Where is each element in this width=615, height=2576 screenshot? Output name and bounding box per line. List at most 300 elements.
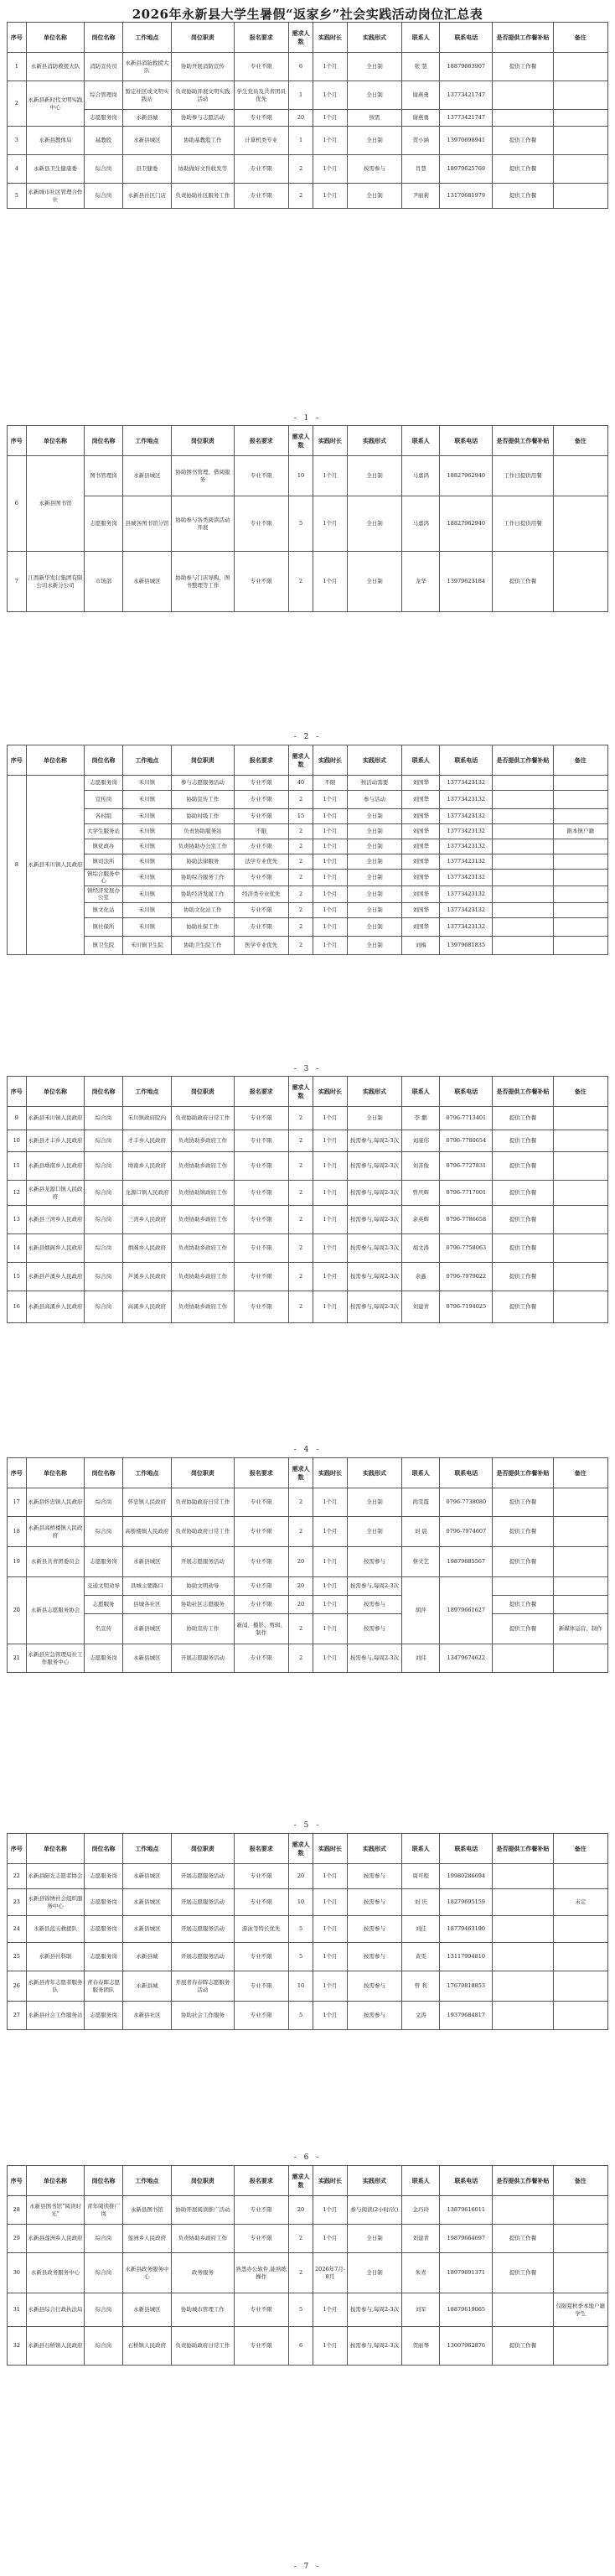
table-cell: 全日制 [347,53,401,81]
table-cell: 不限 [234,824,288,839]
table-cell: 负责协助政府日常工作 [172,1107,234,1130]
table-row [8,1206,608,1234]
table-cell: 永新县坳南乡人民政府 [26,1152,85,1181]
table-row [8,81,608,110]
table-cell: 刘 晨 [402,1517,440,1547]
column-header: 备注 [553,1458,607,1488]
table-cell: 0796-7979022 [440,1263,493,1291]
table-cell: 刘国华 [402,917,440,936]
table-cell: 永新县三湾乡人民政府 [26,1206,85,1234]
table-cell: 刘梅 [402,936,440,954]
table-cell: 专业不限 [234,1488,288,1517]
table-cell: 政务服务 [172,2253,234,2293]
column-header: 单位名称 [26,23,85,53]
table-cell: 综合岗 [85,1152,122,1181]
table-cell: 协助城市管理工作 [172,2293,234,2327]
column-header: 实践形式 [347,1077,401,1107]
table-cell: 刘建青 [402,1291,440,1323]
column-header: 报名要求 [234,745,288,776]
table-cell: 专业不限 [234,839,288,854]
table-cell: 9 [8,1107,27,1130]
table-cell: 曾 利 [402,1971,440,2002]
table-cell: 13117994810 [440,1943,493,1971]
table-cell: 消防宣传员 [85,53,122,81]
table-cell: 开展志愿服务活动 [172,1864,234,1889]
table-cell: 2 [288,886,313,902]
column-header: 单位名称 [26,745,85,776]
table-cell: 协助开展消防宣传 [172,53,234,81]
table-cell: 19980286694 [440,1864,493,1889]
table-cell: 1个月 [313,854,348,870]
column-header: 工作地点 [122,426,172,456]
table-cell [493,809,553,824]
table-cell: 13773423132 [440,917,493,936]
column-header: 报名要求 [234,1077,288,1107]
table-cell: 黄雯 [402,1943,440,1971]
table-cell: 1个月 [313,1943,348,1971]
table-cell: 专业不限 [234,2225,288,2253]
table-cell: 烟阁乡人民政府 [122,1234,172,1263]
roster-table-5 [7,1457,608,1673]
column-header: 实践形式 [347,745,401,776]
table-row [8,1291,608,1323]
table-row [8,917,608,936]
table-row [8,870,608,886]
table-cell: 永新县禾川镇人民政府 [26,1107,85,1130]
table-cell [553,1152,607,1181]
table-cell: 15 [8,1263,27,1291]
column-header: 序号 [8,745,27,776]
table-cell: 按需参与 [347,1971,401,2002]
column-header: 实践时长 [313,426,348,456]
table-cell [493,936,553,954]
page-number: - 6 - [293,2153,322,2162]
table-cell: 1个月 [313,936,348,954]
table-cell: 全日制 [347,127,401,155]
table-cell: 镇党政办 [85,839,122,854]
table-row [8,936,608,954]
column-header: 报名要求 [234,426,288,456]
table-cell: 13773421747 [440,110,493,127]
table-cell: 1个月 [313,1181,348,1206]
table-cell: 蔡文艺 [402,1547,440,1577]
table-cell: 2 [288,1291,313,1323]
table-cell: 综合岗 [85,1488,122,1517]
table-row [8,2253,608,2293]
table-cell: 2 [288,824,313,839]
table-cell: 0796-7194025 [440,1291,493,1323]
table-cell: 永新县新时代文明实践中心 [26,81,85,127]
table-cell: 张 慧 [402,53,440,81]
table-cell: 大学生服务站 [85,824,122,839]
table-cell: 刘国华 [402,824,440,839]
column-header: 需求人数 [288,745,313,776]
table-cell [493,1864,553,1889]
column-header: 联系人 [402,1834,440,1864]
table-cell: 2 [288,1206,313,1234]
table-cell: 负责协助乡政府工作 [172,1263,234,1291]
table-cell: 刘国华 [402,809,440,824]
table-cell: 专业不限 [234,2196,288,2225]
column-header: 联系电话 [440,1458,493,1488]
column-header: 岗位名称 [85,23,122,53]
table-cell: 永新县志愿服务协会 [26,1577,85,1644]
table-cell: 协助图书管理、借阅服务 [172,456,234,496]
column-header: 联系人 [402,1458,440,1488]
table-cell: 1个月 [313,496,348,552]
table-cell: 综合岗 [85,2327,122,2366]
table-header-row [8,2166,608,2196]
table-cell: 禾川镇 [122,809,172,824]
table-cell: 负责协助乡政府工作 [172,1130,234,1152]
column-header: 岗位职责 [172,23,234,53]
table-cell: 1 [288,81,313,110]
column-header: 序号 [8,1834,27,1864]
column-header: 岗位名称 [85,426,122,456]
table-cell: 1个月 [313,155,348,184]
table-cell: 永新县青年志愿者服务队 [26,1971,85,2002]
table-cell: 2 [288,854,313,870]
table-cell: 芦溪乡人民政府 [122,1263,172,1291]
table-cell: 专业不限 [234,2002,288,2030]
table-cell: 全日制 [347,839,401,854]
table-cell: 县城各社区 [122,1596,172,1614]
table-cell: 20 [288,1577,313,1596]
table-cell: 2 [288,2253,313,2293]
column-header: 是否提供工作餐补贴 [493,426,553,456]
table-cell: 周可程 [402,1864,440,1889]
table-cell: 27 [8,2002,27,2030]
table-cell: 永新县社会工作服务站 [26,2002,85,2030]
column-header: 是否提供工作餐补贴 [493,2166,553,2196]
table-cell: 按需参与 [347,1943,401,1971]
table-cell: 协助经济发展工作 [172,886,234,902]
table-cell: 永新县社区门店 [122,184,172,209]
table-cell: 按需参与 [347,1889,401,1916]
column-header: 岗位职责 [172,2166,234,2196]
table-cell: 负责协助乡政府工作 [172,2225,234,2253]
table-cell: 0796-7717001 [440,1181,493,1206]
table-cell: 0796-7738080 [440,1488,493,1517]
column-header: 岗位职责 [172,1834,234,1864]
table-cell: 2026年7月-8月 [313,2253,348,2293]
table-cell [553,1547,607,1577]
column-header: 联系人 [402,23,440,53]
table-cell: 17679818853 [440,1971,493,2002]
table-cell: 按需参与,每周2-3次 [347,1130,401,1152]
table-cell: 1个月 [313,917,348,936]
table-cell: 2 [288,1644,313,1673]
table-cell: 工作日提供用餐 [493,456,553,496]
table-cell: 镇司法所 [85,854,122,870]
table-cell: 永新县城 [122,1971,172,2002]
table-header-row [8,1077,608,1107]
table-cell: 游泳等特长优先 [234,1916,288,1943]
table-cell: 按需参与 [347,1864,401,1889]
table-cell: 5 [288,1916,313,1943]
table-cell: 18279695159 [440,1889,493,1916]
table-cell: 永新县城区 [122,1644,172,1673]
table-cell: 提供工作餐 [493,1206,553,1234]
table-cell: 志愿服务岗 [85,2002,122,2030]
table-cell [553,870,607,886]
table-cell: 永新县社区 [122,2002,172,2030]
table-cell: 专业不限 [234,2327,288,2366]
table-cell: 怀忠镇人民政府 [122,1488,172,1517]
table-cell [553,1181,607,1206]
table-cell: 协助宣传工作 [172,791,234,809]
table-cell: 协助基教股工作 [172,127,234,155]
table-row [8,1889,608,1916]
table-cell: 刘康伟 [402,1130,440,1152]
table-cell [493,902,553,917]
table-cell: 永新县石桥镇人民政府 [26,2327,85,2366]
table-cell: 胡萍 [402,1577,440,1644]
table-cell: 综合岗 [85,1263,122,1291]
column-header: 联系电话 [440,745,493,776]
table-cell [553,886,607,902]
table-cell: 专业不限 [234,1864,288,1889]
table-cell: 按需参与 [347,1614,401,1644]
table-cell: 提供工作餐 [493,1614,553,1644]
table-cell: 县城各图书馆分馆 [122,496,172,552]
table-cell: 专业不限 [234,1206,288,1234]
table-cell: 2 [288,2225,313,2253]
table-cell: 协助开展阅读推广活动 [172,2196,234,2225]
table-row [8,1614,608,1644]
table-cell: 按需参与,每周2-3次 [347,1181,401,1206]
table-cell: 志愿服务 [85,1596,122,1614]
table-cell: 志愿服务岗 [85,496,122,552]
table-cell: 0796-7780654 [440,1130,493,1152]
table-cell: 高桥楼镇人民政府 [122,1517,172,1547]
table-cell: 专业不限 [234,870,288,886]
table-cell: 不限 [313,776,348,791]
table-cell: 志愿服务岗 [85,1916,122,1943]
table-cell: 综合岗 [85,184,122,209]
column-header: 备注 [553,23,607,53]
column-header: 备注 [553,2166,607,2196]
table-cell [553,839,607,854]
table-cell: 1个月 [313,127,348,155]
column-header: 是否提供工作餐补贴 [493,23,553,53]
table-row [8,839,608,854]
table-cell: 刘军 [402,2293,440,2327]
table-cell: 未定 [553,1889,607,1916]
table-cell [553,1943,607,1971]
table-cell: 综合岗 [85,1234,122,1263]
table-cell: 刘国华 [402,854,440,870]
table-cell: 永新县烟阁乡人民政府 [26,1234,85,1263]
table-cell: 29 [8,2225,27,2253]
table-cell: 2 [288,155,313,184]
table-cell: 13007962876 [440,2327,493,2366]
table-cell: 协助参与门店导购、图书整理等工作 [172,552,234,612]
table-cell: 计算机类专业 [234,127,288,155]
column-header: 需求人数 [288,23,313,53]
table-cell: 各村组 [85,809,122,824]
column-header: 岗位名称 [85,1834,122,1864]
table-cell [553,1596,607,1614]
table-cell: 1个月 [313,110,348,127]
table-row [8,127,608,155]
column-header: 实践时长 [313,745,348,776]
table-cell: 永新县城区 [122,552,172,612]
table-cell [553,776,607,791]
table-cell: 协助做好文件收发等 [172,155,234,184]
table-cell: 全日制 [347,2225,401,2253]
table-cell: 永新县城区 [122,456,172,496]
table-cell: 永新县政务服务中心 [122,2253,172,2293]
table-cell: 专业不限 [234,1234,288,1263]
table-cell: 2 [8,81,27,127]
column-header: 岗位名称 [85,1458,122,1488]
table-cell [553,2196,607,2225]
column-header: 单位名称 [26,1458,85,1488]
column-header: 序号 [8,426,27,456]
table-cell: 石桥镇人民政府 [122,2327,172,2366]
table-cell: 马嘉鸿 [402,496,440,552]
table-cell: 2 [288,902,313,917]
table-row [8,1181,608,1206]
table-cell: 提供工作餐 [493,1517,553,1547]
table-cell: 开展志愿服务活动 [172,1916,234,1943]
table-cell: 刘建青 [402,2225,440,2253]
table-cell: 1个月 [313,1107,348,1130]
table-cell: 24 [8,1916,27,1943]
table-cell: 镇经济发展办公室 [85,886,122,902]
table-row [8,1971,608,2002]
table-cell: 青春春晖志愿服务团队 [85,1971,122,2002]
table-row [8,1263,608,1291]
table-cell: 13979623184 [440,552,493,612]
table-cell: 新闻、摄影、剪辑、制作 [234,1614,288,1644]
table-cell: 永新城市社区管理合作社 [26,184,85,209]
table-cell: 13773423132 [440,902,493,917]
table-cell: 全日制 [347,917,401,936]
table-cell: 按需参与,每周2-3次 [347,2327,401,2366]
table-cell: 按需 [347,110,401,127]
table-cell: 交通文明劝导 [85,1577,122,1596]
column-header: 联系电话 [440,23,493,53]
table-cell: 专业不限 [234,155,288,184]
table-cell: 负责协助政府日常工作 [172,1488,234,1517]
column-header: 序号 [8,1458,27,1488]
table-cell: 3 [8,127,27,155]
table-cell: 禾川镇 [122,776,172,791]
table-header-row [8,426,608,456]
table-cell: 10 [288,1971,313,2002]
table-cell: 0796-7727831 [440,1152,493,1181]
table-cell: 开展志愿服务活动 [172,1889,234,1916]
table-cell: 提供工作餐 [493,2327,553,2366]
table-cell: 8 [8,776,27,955]
table-cell: 禾川镇 [122,791,172,809]
table-header-row [8,1458,608,1488]
column-header: 工作地点 [122,1077,172,1107]
column-header: 备注 [553,745,607,776]
roster-table-3 [7,745,608,955]
table-cell [553,854,607,870]
table-cell: 尹丽莉 [402,184,440,209]
table-cell: 全日制 [347,2253,401,2293]
table-row [8,2293,608,2327]
table-cell: 永新县芦溪乡人民政府 [26,1263,85,1291]
table-cell: 综合岗 [85,2253,122,2293]
table-cell: 学生党员及共青团员优先 [234,81,288,110]
table-cell: 13 [8,1206,27,1234]
table-cell: 20 [288,110,313,127]
table-cell: 负责协助办公室工作 [172,839,234,854]
table-cell: 1个月 [313,184,348,209]
table-cell: 志愿服务岗 [85,1864,122,1889]
table-cell: 10 [288,456,313,496]
table-row [8,2002,608,2030]
table-cell [553,1291,607,1323]
table-cell: 肖慧 [402,155,440,184]
table-cell: 暂定社区或文明实践站 [122,81,172,110]
table-cell: 30 [8,2253,27,2293]
table-cell: 4 [8,155,27,184]
table-cell: 19379684817 [440,2002,493,2030]
table-cell: 才丰乡人民政府 [122,1130,172,1152]
table-cell: 开展青春春晖志愿服务活动 [172,1971,234,2002]
table-cell: 禾川镇 [122,839,172,854]
table-cell: 负责协助乡政府工作 [172,1291,234,1323]
table-cell: 曾庆辉 [402,1181,440,1206]
table-cell: 1个月 [313,1488,348,1517]
table-cell: 21 [8,1644,27,1673]
table-cell [553,496,607,552]
table-cell: 按需参与,每周2-3次 [347,1234,401,1263]
table-cell: 1个月 [313,1596,348,1614]
table-row [8,1130,608,1152]
table-row [8,1943,608,1971]
table-cell: 专业不限 [234,1263,288,1291]
table-cell: 刘伟 [402,1644,440,1673]
table-cell: 禾川镇 [122,917,172,936]
table-cell: 专业不限 [234,1943,288,1971]
table-cell: 全日制 [347,81,401,110]
table-cell: 禾川镇 [122,902,172,917]
table-cell: 提供工作餐 [493,2253,553,2293]
table-cell: 永新县禾川镇人民政府 [26,776,85,955]
table-cell: 提供工作餐 [493,155,553,184]
table-cell: 专业不限 [234,1181,288,1206]
table-cell: 5 [288,1943,313,1971]
table-cell: 协助综合服务工作 [172,870,234,886]
table-cell: 禾川镇卫生院 [122,936,172,954]
table-cell: 2 [288,839,313,854]
table-row [8,1234,608,1263]
table-cell [553,936,607,954]
column-header: 实践形式 [347,23,401,53]
table-cell: 提供工作餐 [493,552,553,612]
column-header: 联系人 [402,2166,440,2196]
table-cell: 0796-7758063 [440,1234,493,1263]
column-header: 联系电话 [440,426,493,456]
table-cell: 5 [288,2002,313,2030]
table-cell: 综合岗 [85,1517,122,1547]
table-row [8,1107,608,1130]
table-cell: 专业不限 [234,1107,288,1130]
table-row [8,2196,608,2225]
column-header: 联系电话 [440,1077,493,1107]
column-header: 岗位名称 [85,2166,122,2196]
table-cell: 综合岗 [85,1130,122,1152]
table-cell: 全日制 [347,886,401,902]
table-cell: 6 [288,2327,313,2366]
